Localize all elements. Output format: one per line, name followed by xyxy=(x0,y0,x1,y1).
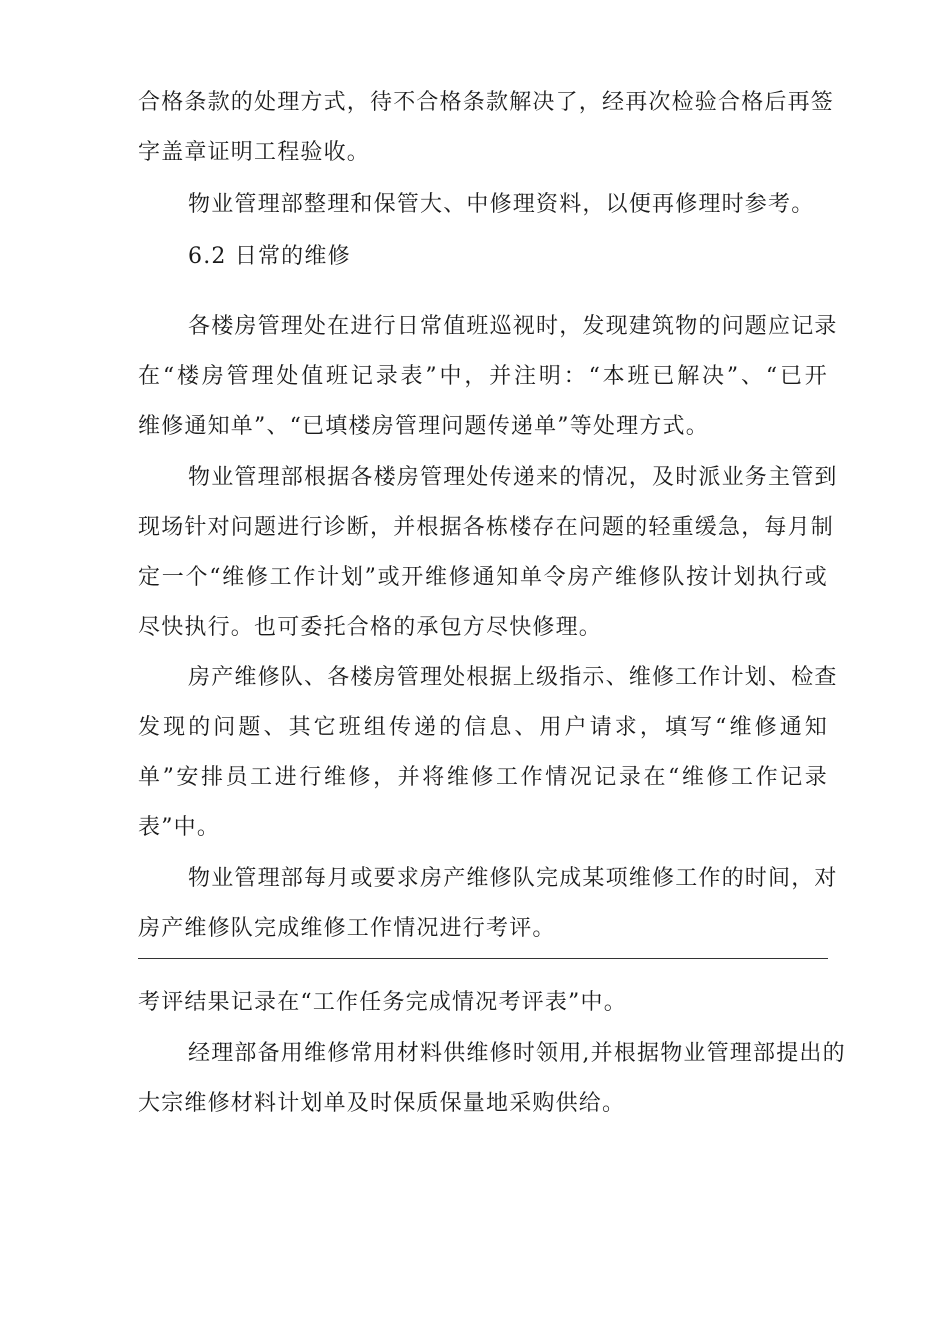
text-line: 各楼房管理处在进行日常值班巡视时，发现建筑物的问题应记录 xyxy=(188,314,838,339)
text-line: 现场针对问题进行诊断，并根据各栋楼存在问题的轻重缓急，每月制 xyxy=(138,515,835,540)
text-line: 发现的问题、其它班组传递的信息、用户请求，填写“维修通知 xyxy=(138,715,828,740)
text-line: 物业管理部每月或要求房产维修队完成某项维修工作的时间，对 xyxy=(188,866,838,891)
text-line: 字盖章证明工程验收。 xyxy=(138,140,371,165)
text-line: 大宗维修材料计划单及时保质保量地采购供给。 xyxy=(138,1091,626,1116)
text-line: 物业管理部整理和保管大、中修理资料，以便再修理时参考。 xyxy=(188,192,815,217)
text-line: 在“楼房管理处值班记录表”中，并注明：“本班已解决”、“已开 xyxy=(138,364,828,389)
text-line: 维修通知单”、“已填楼房管理问题传递单”等处理方式。 xyxy=(138,414,709,439)
text-line: 考评结果记录在“工作任务完成情况考评表”中。 xyxy=(138,990,627,1015)
text-line: 尽快执行。也可委托合格的承包方尽快修理。 xyxy=(138,615,603,640)
text-line: 经理部备用维修常用材料供维修时领用,并根据物业管理部提出的 xyxy=(188,1041,846,1066)
text-line: 表”中。 xyxy=(138,815,221,840)
text-line: 单”安排员工进行维修，并将维修工作情况记录在“维修工作记录 xyxy=(138,765,828,790)
section-heading: 6.2 日常的维修 xyxy=(188,244,351,269)
text-line: 合格条款的处理方式，待不合格条款解决了，经再次检验合格后再签 xyxy=(138,90,835,115)
text-line: 物业管理部根据各楼房管理处传递来的情况，及时派业务主管到 xyxy=(188,465,838,490)
page-divider xyxy=(138,958,828,959)
text-line: 房产维修队、各楼房管理处根据上级指示、维修工作计划、检查 xyxy=(188,665,838,690)
text-line: 定一个“维修工作计划”或开维修通知单令房产维修队按计划执行或 xyxy=(138,565,828,590)
text-line: 房产维修队完成维修工作情况进行考评。 xyxy=(138,916,556,941)
